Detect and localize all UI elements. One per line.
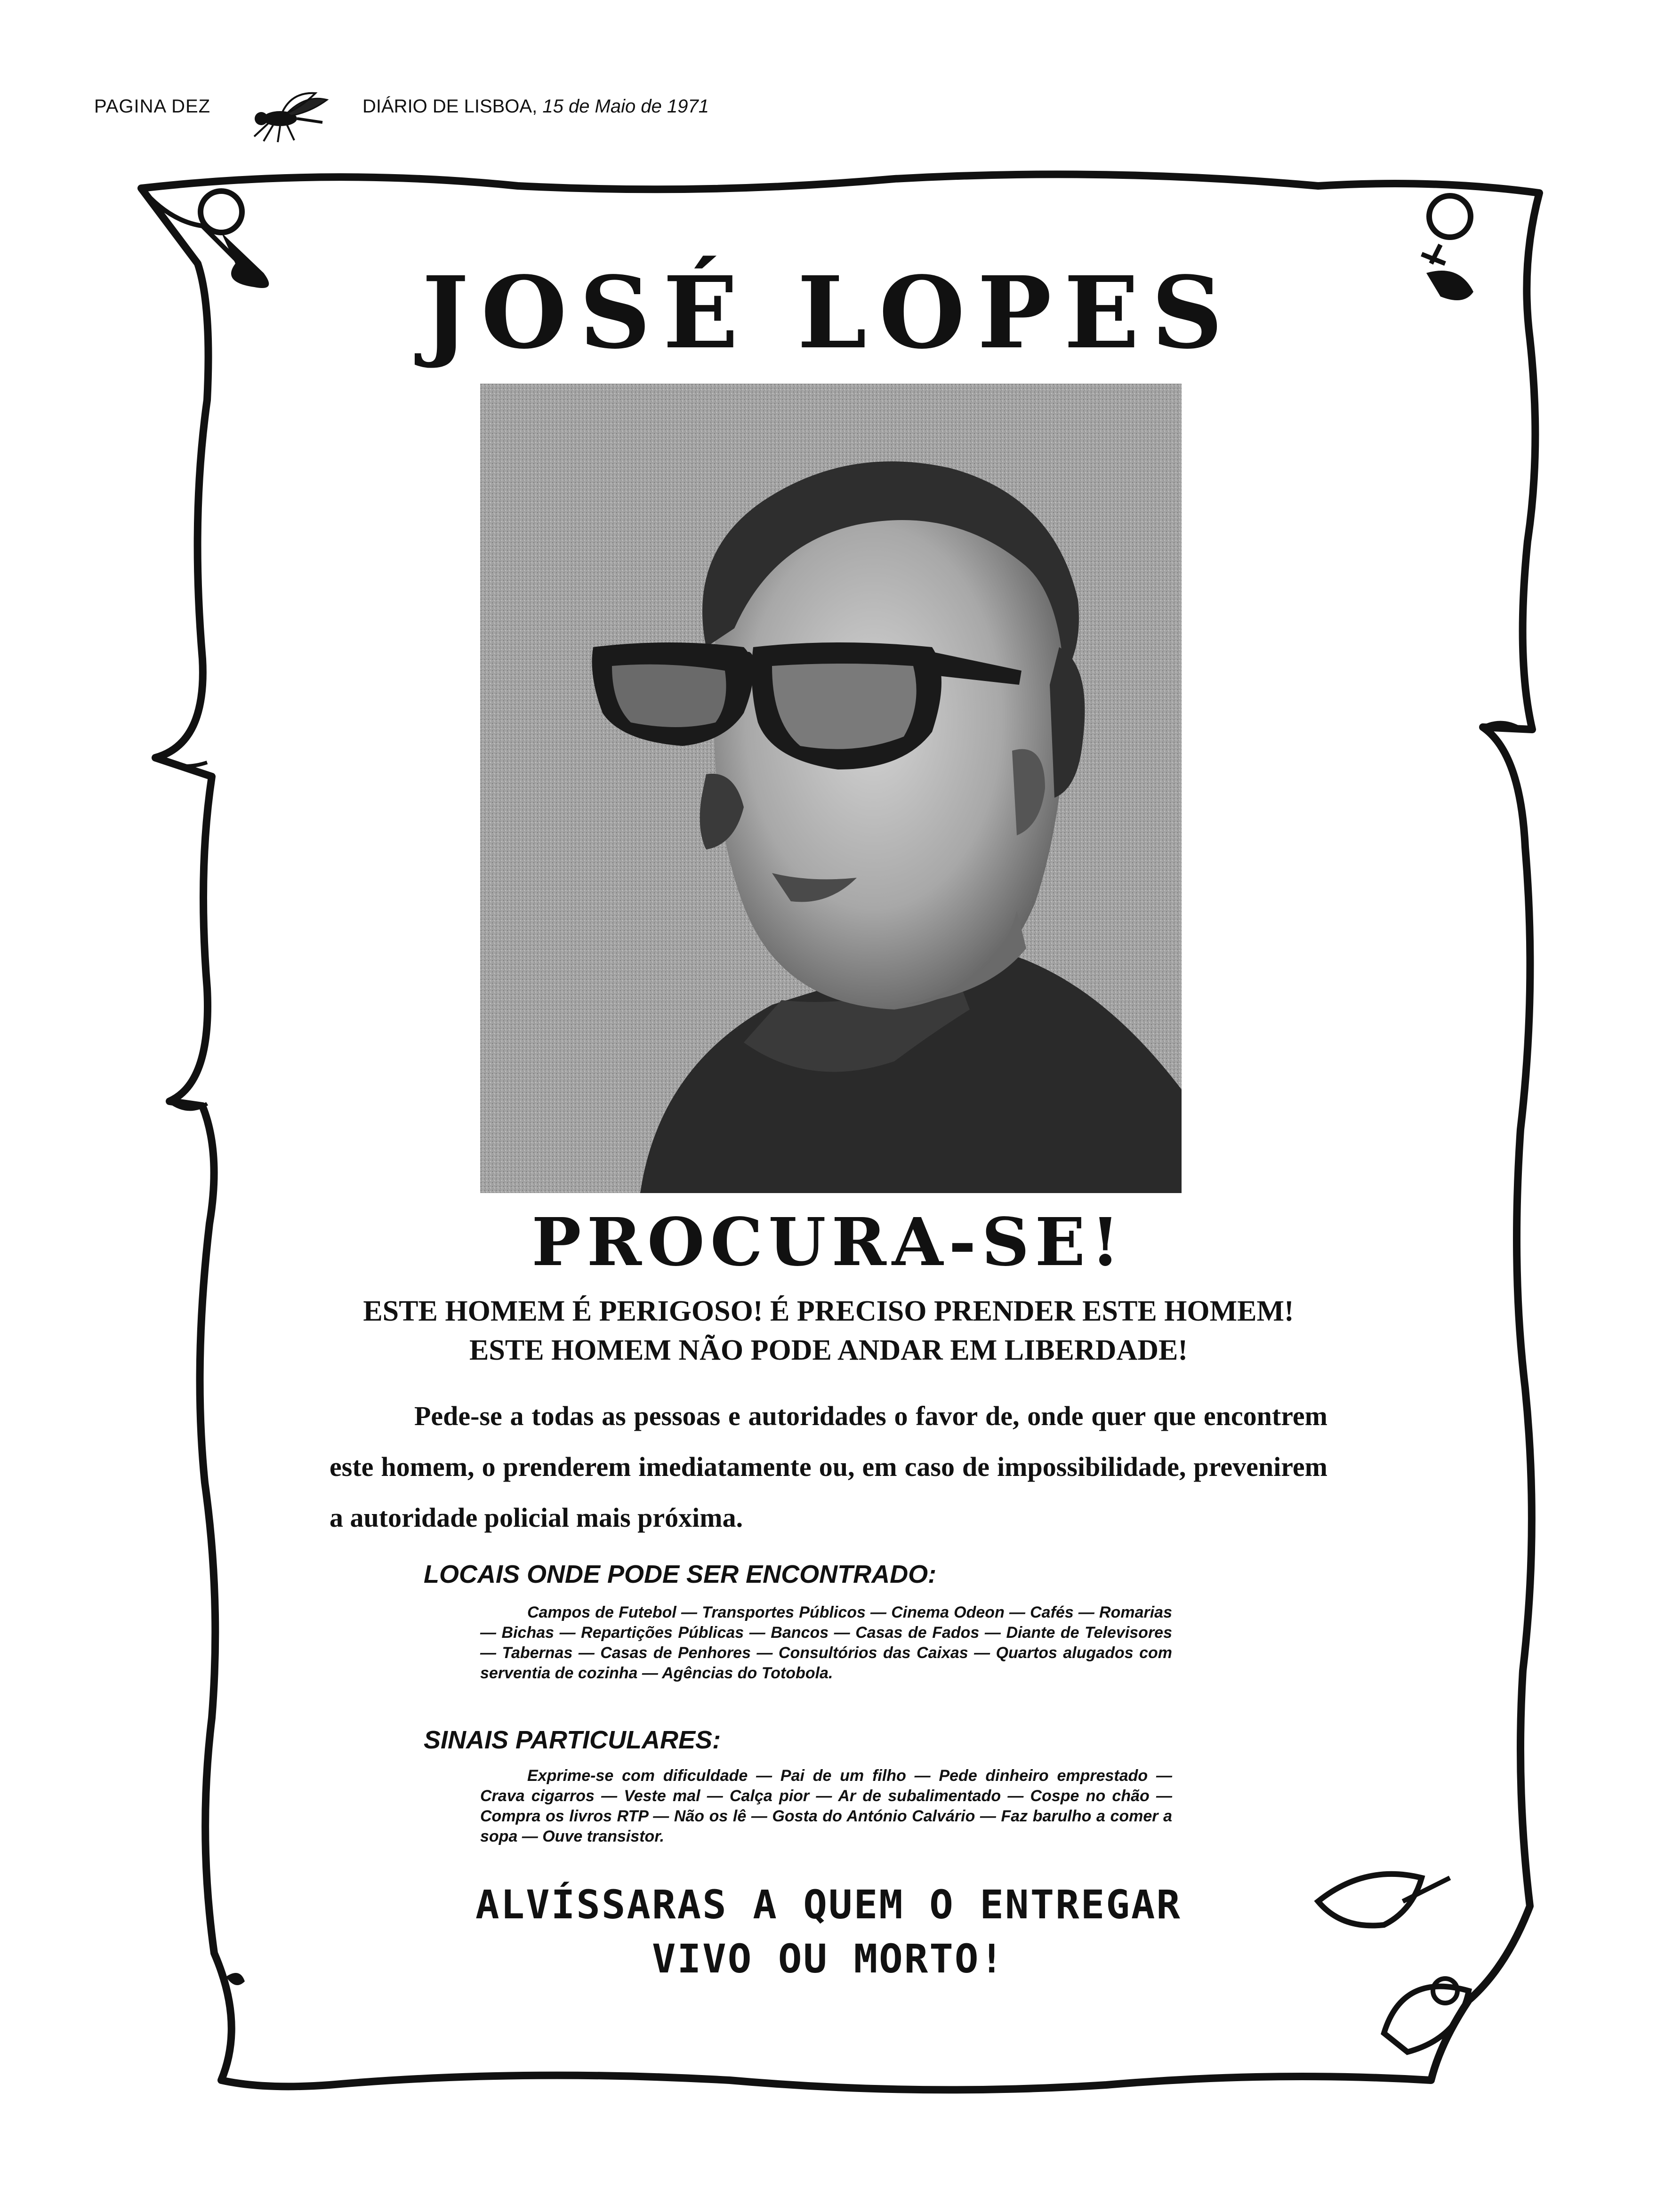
portrait-photo	[480, 384, 1182, 1193]
page-label: PAGINA DEZ	[94, 96, 211, 117]
reward-line-1: ALVÍSSARAS A QUEM O ENTREGAR	[475, 1882, 1182, 1928]
wanted-name-title: JOSÉ LOPES	[422, 255, 1235, 371]
distinguishing-marks-heading: SINAIS PARTICULARES:	[424, 1726, 721, 1754]
wanted-headline: PROCURA-SE!	[531, 1204, 1126, 1281]
danger-warning-line-2: ESTE HOMEM NÃO PODE ANDAR EM LIBERDADE!	[469, 1334, 1188, 1366]
danger-warning-line-1: ESTE HOMEM É PERIGOSO! É PRECISO PRENDER ESTE HOMEM!	[363, 1295, 1294, 1327]
newspaper-name: DIÁRIO DE LISBOA,	[362, 96, 538, 117]
locations-list: Campos de Futebol — Transportes Públicos — Cinema Odeon — Cafés — Romarias — Bichas — Repartições Públicas — Bancos — Casas de Fados — Diante de Televisores — Tabernas — Casas de Penhores — Consultórios das Caixas — Quartos alugados com serventia de cozinha — Agências do Totobola.	[480, 1603, 1172, 1682]
locations-heading: LOCAIS ONDE PODE SER ENCONTRADO:	[424, 1560, 937, 1588]
distinguishing-marks-list: Exprime-se com dificuldade — Pai de um filho — Pede dinheiro emprestado — Crava cigarros — Veste mal — Calça pior — Ar de subalimentado — Cospe no chão — Compra os livros RTP — Não os lê — Gosta do António Calvário — Faz barulho a comer a sopa — Ouve transistor.	[480, 1767, 1172, 1845]
public-appeal-paragraph: Pede-se a todas as pessoas e autoridades o favor de, onde quer que encontrem este homem, o prenderem imediatamente ou, em caso de impossibilidade, prevenirem a autoridade policial mais próxima.	[330, 1401, 1327, 1533]
issue-date: 15 de Maio de 1971	[542, 96, 709, 117]
reward-line-2: VIVO OU MORTO!	[652, 1936, 1005, 1982]
